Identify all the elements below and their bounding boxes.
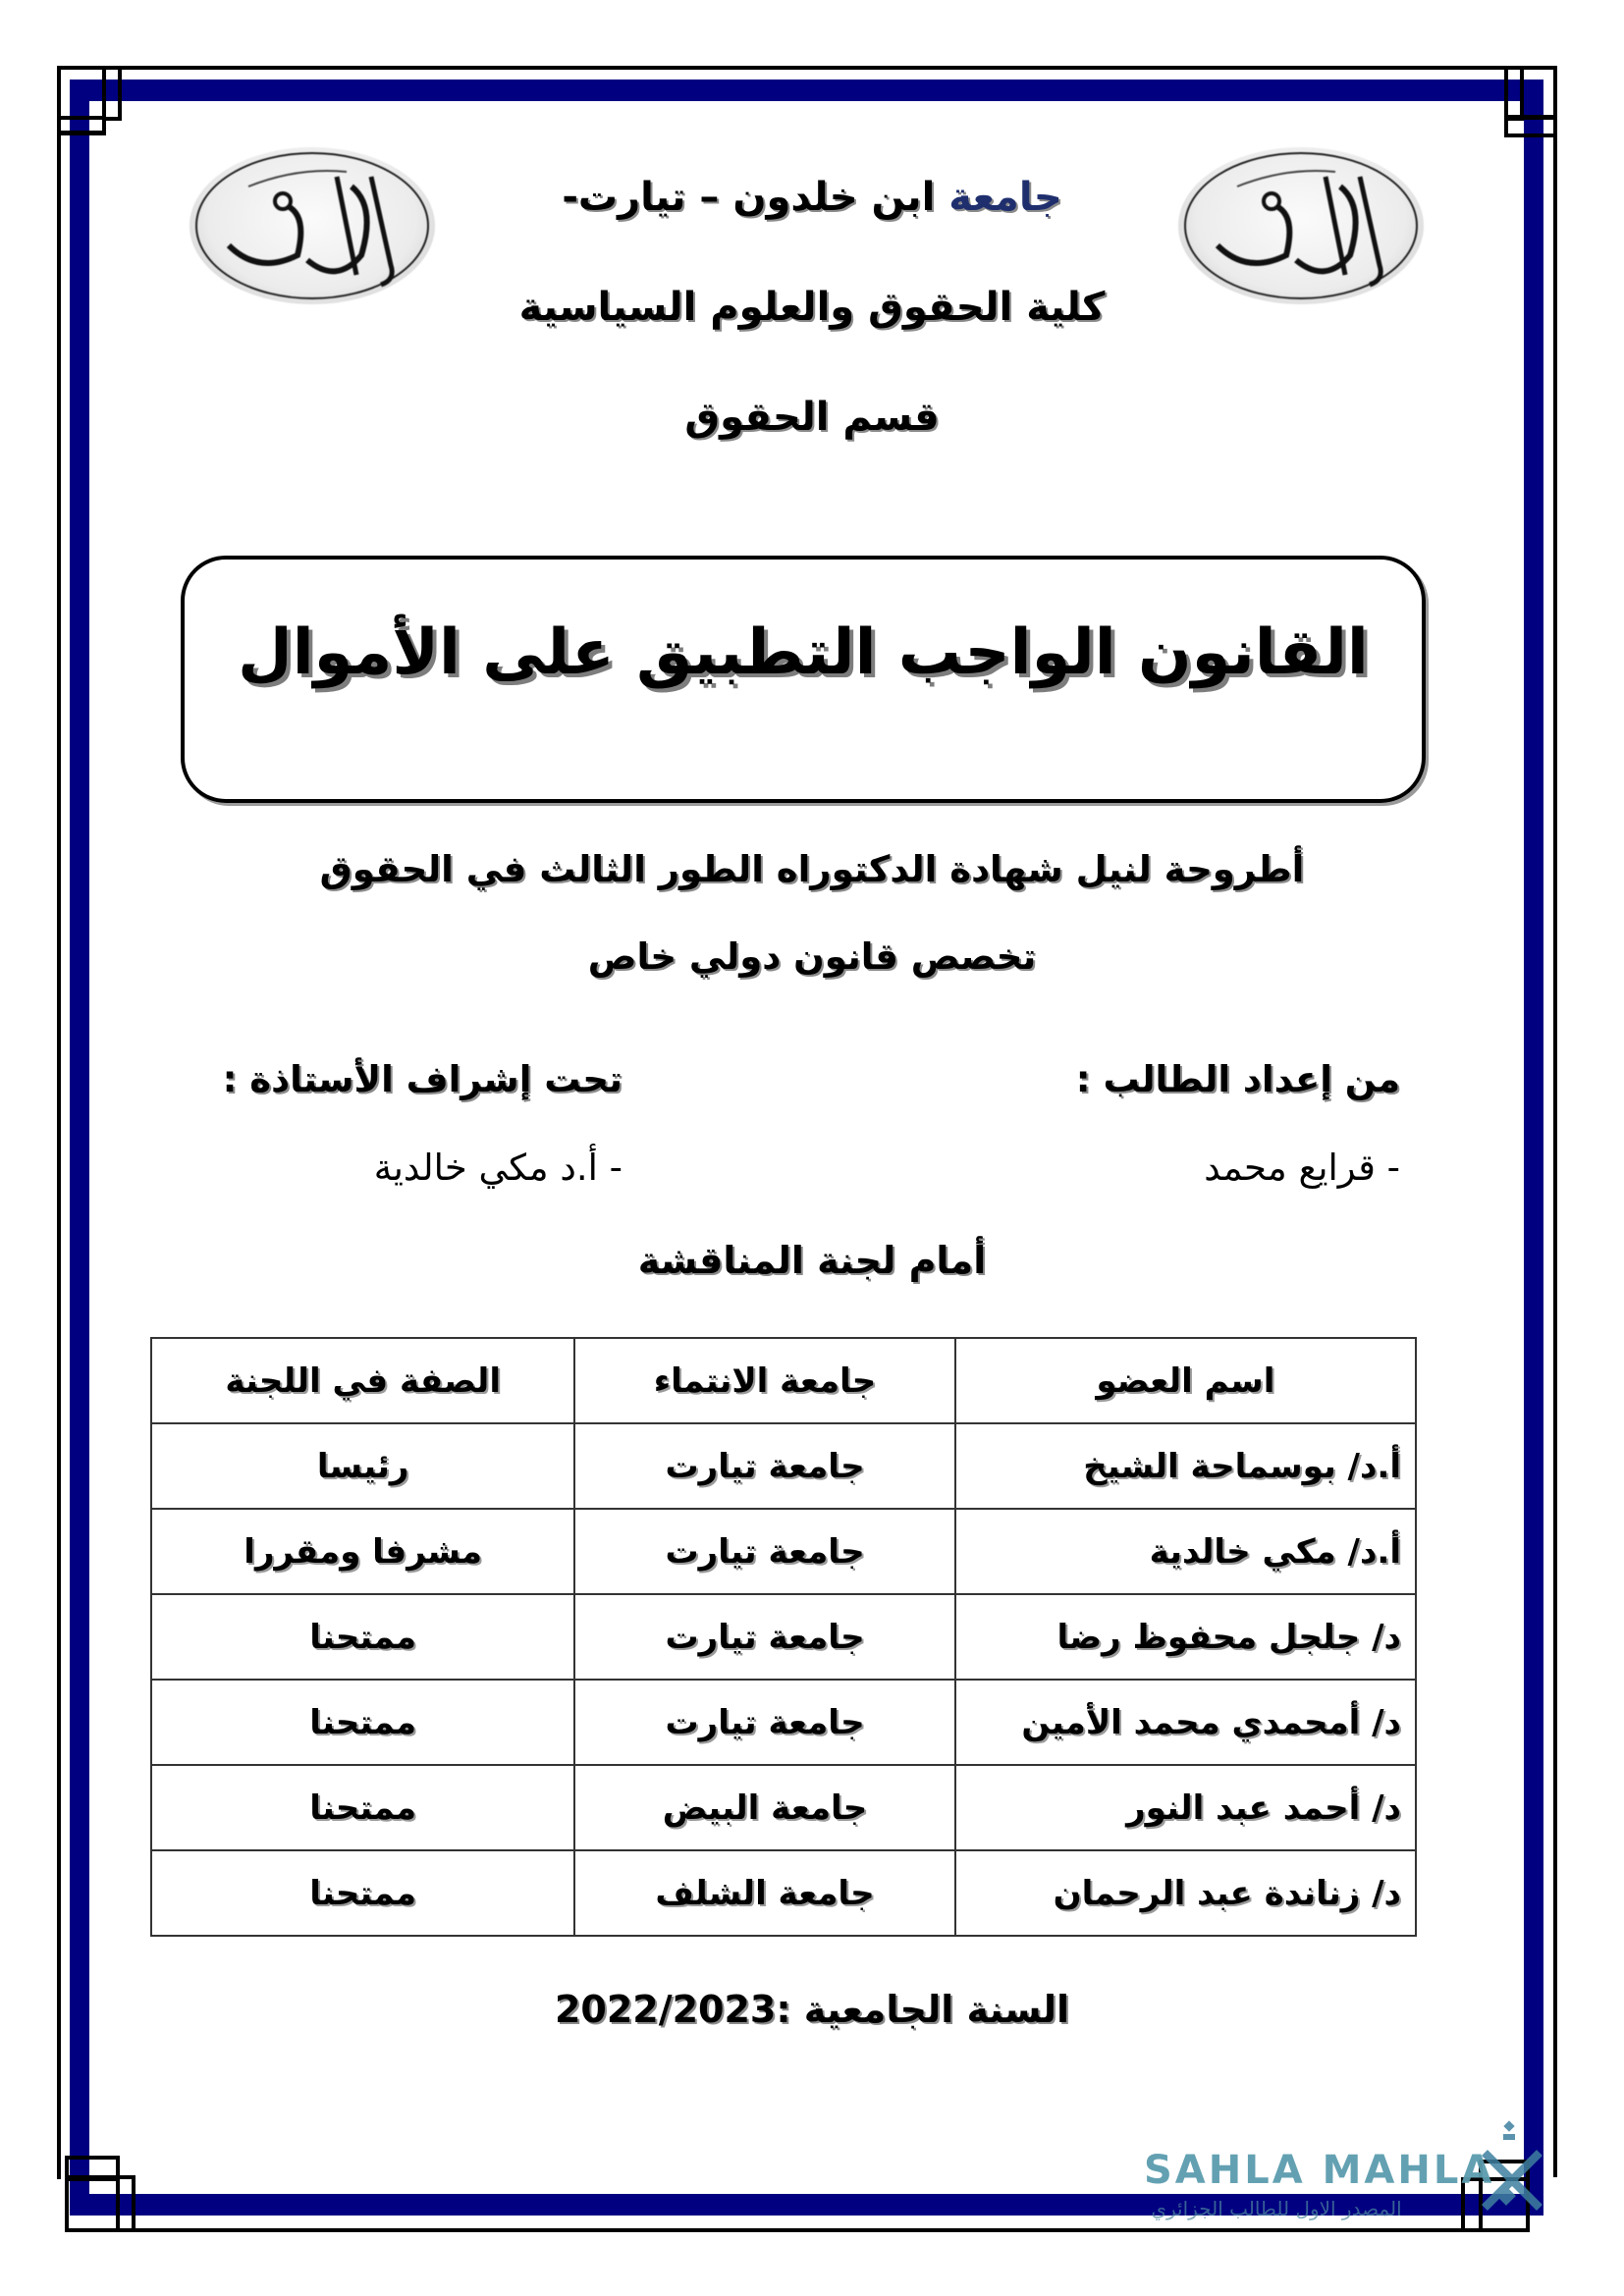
watermark-brand: SAHLA MAHLA xyxy=(1144,2148,1495,2193)
member-name: د/ أحمد عبد النور xyxy=(955,1765,1416,1850)
member-name: د/ زناندة عبد الرحمان xyxy=(955,1850,1416,1936)
thesis-title-box xyxy=(181,556,1426,803)
member-name: أ.د/ مكي خالدية xyxy=(955,1509,1416,1594)
department-name: قسم الحقوق xyxy=(684,395,940,440)
frame-corner-bl-b xyxy=(65,2175,120,2232)
frame-line-bottom xyxy=(132,2228,1512,2232)
member-university: جامعة تيارت xyxy=(574,1423,954,1509)
member-university: جامعة تيارت xyxy=(574,1680,954,1765)
table-row xyxy=(151,1423,1416,1509)
academic-year: السنة الجامعية :2022/2023 xyxy=(554,1988,1070,2031)
member-role: ممتحنا xyxy=(151,1680,574,1765)
table-row xyxy=(151,1680,1416,1765)
frame-line-right xyxy=(1553,135,1557,2177)
frame-corner-tl-b xyxy=(102,66,122,121)
column-header-university: جامعة الانتماء xyxy=(574,1338,954,1423)
member-university: جامعة الشلف xyxy=(574,1850,954,1936)
student-label: من إعداد الطالب : xyxy=(1075,1058,1400,1100)
frame-line-top xyxy=(118,66,1512,70)
committee-table xyxy=(150,1337,1417,1937)
student-name: - قرايع محمد xyxy=(1204,1147,1400,1189)
member-university: جامعة تيارت xyxy=(574,1594,954,1680)
university-seal-right-icon xyxy=(1178,147,1424,304)
member-role: ممتحنا xyxy=(151,1850,574,1936)
supervisor-name: - أ.د مكي خالدية xyxy=(373,1147,623,1189)
member-role: مشرفا ومقررا xyxy=(151,1509,574,1594)
member-university: جامعة تيارت xyxy=(574,1509,954,1594)
watermark-logo-icon xyxy=(1478,2120,1546,2228)
table-row xyxy=(151,1509,1416,1594)
column-header-member: اسم العضو xyxy=(955,1338,1416,1423)
member-name: أ.د/ بوسماحة الشيخ xyxy=(955,1423,1416,1509)
frame-corner-bl-c xyxy=(116,2175,135,2232)
degree-line: أطروحة لنيل شهادة الدكتوراه الطور الثالث في الحقوق xyxy=(319,848,1305,890)
member-name: د/ أمحمدي محمد الأمين xyxy=(955,1680,1416,1765)
table-row xyxy=(151,1594,1416,1680)
table-header-row xyxy=(151,1338,1416,1423)
column-header-role: الصفة في اللجنة xyxy=(151,1338,574,1423)
frame-corner-tl-c xyxy=(57,116,106,135)
supervisor-label: تحت إشراف الأستاذة : xyxy=(222,1058,623,1100)
thesis-title: القانون الواجب التطبيق على الأموال xyxy=(238,616,1369,689)
university-rest: ابن خلدون – تيارت- xyxy=(562,175,936,220)
university-seal-left-icon xyxy=(189,147,435,304)
member-name: د/ جلجل محفوظ رضا xyxy=(955,1594,1416,1680)
specialization-line: تخصص قانون دولي خاص xyxy=(587,935,1037,978)
university-name xyxy=(0,175,1624,220)
committee-heading: أمام لجنة المناقشة xyxy=(637,1239,987,1282)
member-role: ممتحنا xyxy=(151,1765,574,1850)
university-prefix: جامعة xyxy=(948,175,1062,220)
frame-corner-tr-c xyxy=(1504,116,1557,137)
member-role: رئيسا xyxy=(151,1423,574,1509)
frame-band-top xyxy=(70,80,1543,101)
table-row xyxy=(151,1765,1416,1850)
frame-corner-tr-b xyxy=(1504,66,1557,119)
watermark-tagline: المصدر الاول للطالب الجزائري xyxy=(1151,2197,1402,2220)
member-university: جامعة البيض xyxy=(574,1765,954,1850)
faculty-name: كلية الحقوق والعلوم السياسية xyxy=(518,285,1106,330)
table-row xyxy=(151,1850,1416,1936)
member-role: ممتحنا xyxy=(151,1594,574,1680)
